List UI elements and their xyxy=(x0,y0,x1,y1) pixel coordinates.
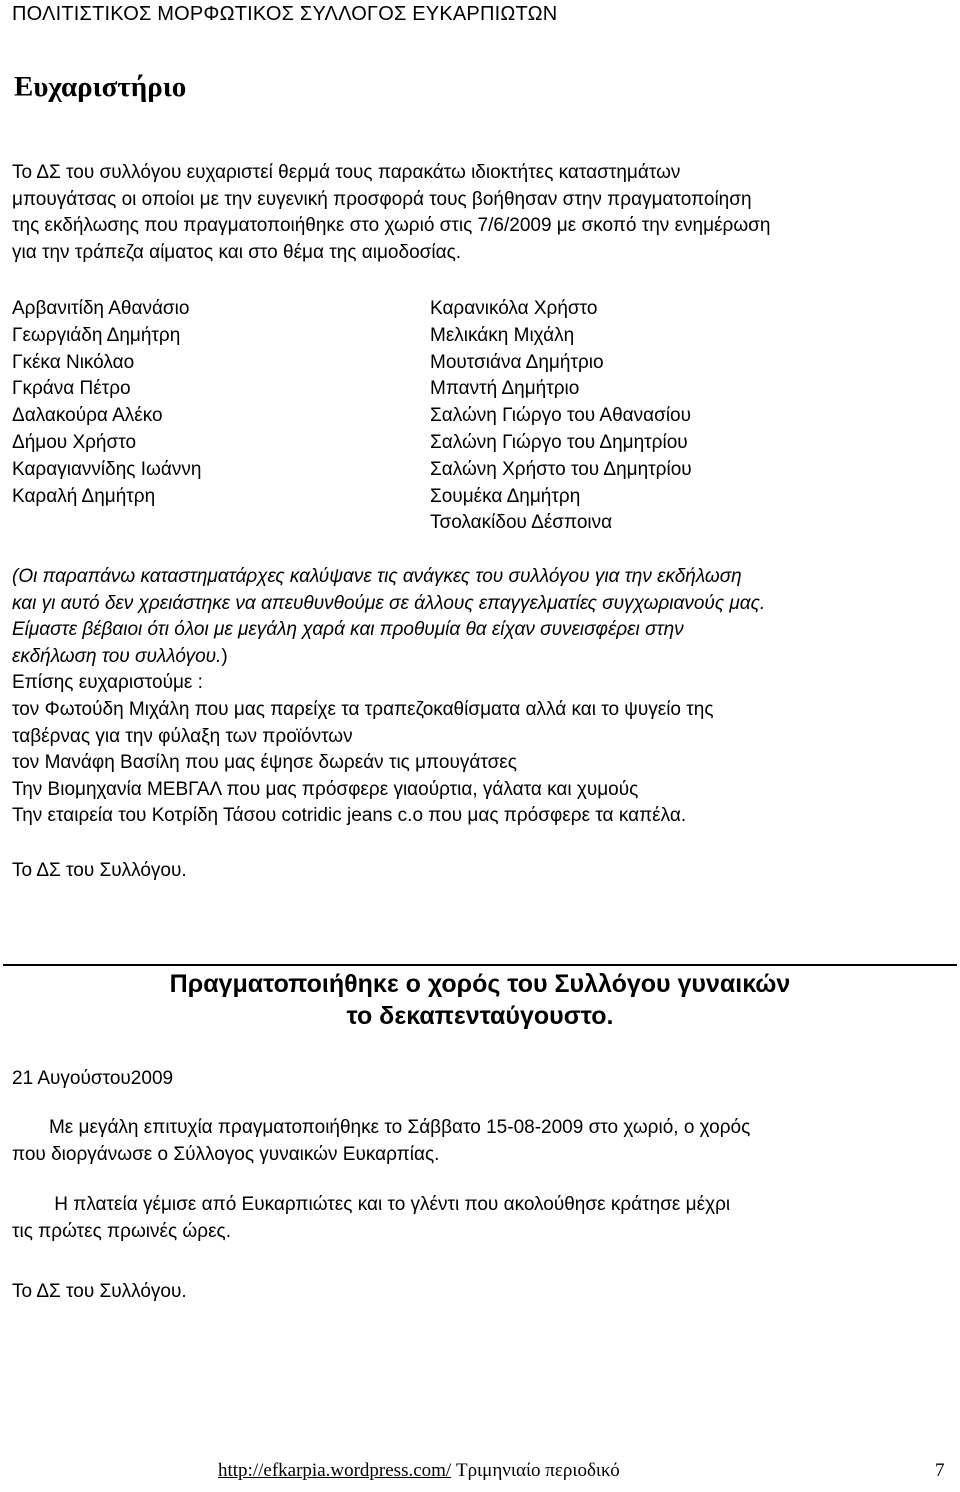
text-line: που διοργάνωσε ο Σύλλογος γυναικών Ευκαρπίας. xyxy=(12,1143,440,1165)
list-item: Σαλώνη Χρήστο του Δημητρίου xyxy=(430,458,692,480)
list-item: Σουμέκα Δημήτρη xyxy=(430,485,581,507)
list-item: Καραγιαννίδης Ιωάννη xyxy=(12,458,202,480)
event-title-line: το δεκαπενταύγουστο. xyxy=(346,1002,614,1030)
text-line: Με μεγάλη επιτυχία πραγματοποιήθηκε το Σάββατο 15-08-2009 στο χωριό, ο χορός xyxy=(12,1117,751,1138)
organization-name: ΠΟΛΙΤΙΣΤΙΚΟΣ ΜΟΡΦΩΤΙΚΟΣ ΣΥΛΛΟΓΟΣ ΕΥΚΑΡΠΙΩΤΩΝ xyxy=(12,3,558,25)
thanks-note-paragraph xyxy=(12,564,952,830)
names-list-right xyxy=(430,296,692,537)
list-item: Γκέκα Νικόλαο xyxy=(12,351,135,373)
text-line: Την Βιομηχανία ΜΕΒΓΑΛ που μας πρόσφερε γιαούρτια, γάλατα και χυμούς xyxy=(12,778,639,800)
italic-note-text: εκδήλωση του συλλόγου. xyxy=(12,645,222,667)
list-item: Μουτσιάνα Δημήτριο xyxy=(430,351,604,373)
text-line: Το ΔΣ του συλλόγου ευχαριστεί θερμά τους παρακάτω ιδιοκτήτες καταστημάτων xyxy=(12,162,681,183)
list-item: Γκράνα Πέτρο xyxy=(12,378,131,400)
event-paragraph-1 xyxy=(12,1115,952,1168)
text-line: μπουγάτσας οι οποίοι με την ευγενική προσφορά τους βοήθησαν στην πραγματοποίηση xyxy=(12,188,752,210)
event-signature: Το ΔΣ του Συλλόγου. xyxy=(12,1281,187,1302)
thanks-signature: Το ΔΣ του Συλλόγου. xyxy=(12,860,187,881)
text-line: Η πλατεία γέμισε από Ευκαρπιώτες και το γλέντι που ακολούθησε κράτησε μέχρι xyxy=(12,1194,731,1215)
text-line: τον Φωτούδη Μιχάλη που μας παρείχε τα τραπεζοκαθίσματα αλλά και το ψυγείο της xyxy=(12,698,714,720)
page-title: Ευχαριστήριο xyxy=(14,71,187,103)
event-paragraph-2 xyxy=(12,1192,952,1245)
footer-link[interactable]: http://efkarpia.wordpress.com/ xyxy=(218,1460,452,1481)
text-line: ταβέρνας για την φύλαξη των προϊόντων xyxy=(12,725,353,747)
page-number: 7 xyxy=(935,1460,945,1481)
list-item: Σαλώνη Γιώργο του Αθανασίου xyxy=(430,405,692,427)
event-title xyxy=(0,968,960,1032)
text-line: τον Μανάφη Βασίλη που μας έψησε δωρεάν τις μπουγάτσες xyxy=(12,752,517,774)
text-line: Την εταιρεία του Κοτρίδη Τάσου cotridic jeans c.o που μας πρόσφερε τα καπέλα. xyxy=(12,805,687,827)
italic-note-line-last xyxy=(12,644,952,671)
list-item: Δαλακούρα Αλέκο xyxy=(12,405,163,427)
list-item: Δήμου Χρήστο xyxy=(12,431,137,453)
section-divider xyxy=(3,964,957,966)
text-line: Επίσης ευχαριστούμε : xyxy=(12,672,203,694)
event-title-line: Πραγματοποιήθηκε ο χορός του Συλλόγου γυναικών xyxy=(169,970,791,998)
list-item: Μελικάκη Μιχάλη xyxy=(430,324,575,346)
thanks-intro-paragraph xyxy=(12,160,952,267)
italic-note-line: και γι αυτό δεν χρειάστηκε να απευθυνθούμε σε άλλους επαγγελματίες συγχωριανούς μας. xyxy=(12,592,766,614)
text-line: της εκδήλωσης που πραγματοποιήθηκε στο χωριό στις 7/6/2009 με σκοπό την ενημέρωση xyxy=(12,215,771,237)
list-item: Μπαντή Δημήτριο xyxy=(430,378,580,400)
footer-label: Τριμηνιαίο περιοδικό xyxy=(451,1460,620,1481)
event-date: 21 Αυγούστου2009 xyxy=(12,1068,174,1089)
text-line: τις πρώτες πρωινές ώρες. xyxy=(12,1220,231,1242)
list-item: Σαλώνη Γιώργο του Δημητρίου xyxy=(430,431,688,453)
italic-note-line: (Οι παραπάνω καταστηματάρχες καλύψανε τις ανάγκες του συλλόγου για την εκδήλωση xyxy=(12,566,742,587)
italic-note-line: Είμαστε βέβαιοι ότι όλοι με μεγάλη χαρά και προθυμία θα είχαν συνεισφέρει στην xyxy=(12,619,684,641)
list-item: Αρβανιτίδη Αθανάσιο xyxy=(12,298,190,319)
list-item: Καραλή Δημήτρη xyxy=(12,485,156,507)
footer xyxy=(218,1459,620,1483)
names-list-left xyxy=(12,296,201,510)
text-line: για την τράπεζα αίματος και στο θέμα της αιμοδοσίας. xyxy=(12,242,462,264)
list-item: Γεωργιάδη Δημήτρη xyxy=(12,324,181,346)
list-item: Καρανικόλα Χρήστο xyxy=(430,298,598,319)
list-item: Τσολακίδου Δέσποινα xyxy=(430,512,613,534)
note-close-paren: ) xyxy=(221,645,228,667)
